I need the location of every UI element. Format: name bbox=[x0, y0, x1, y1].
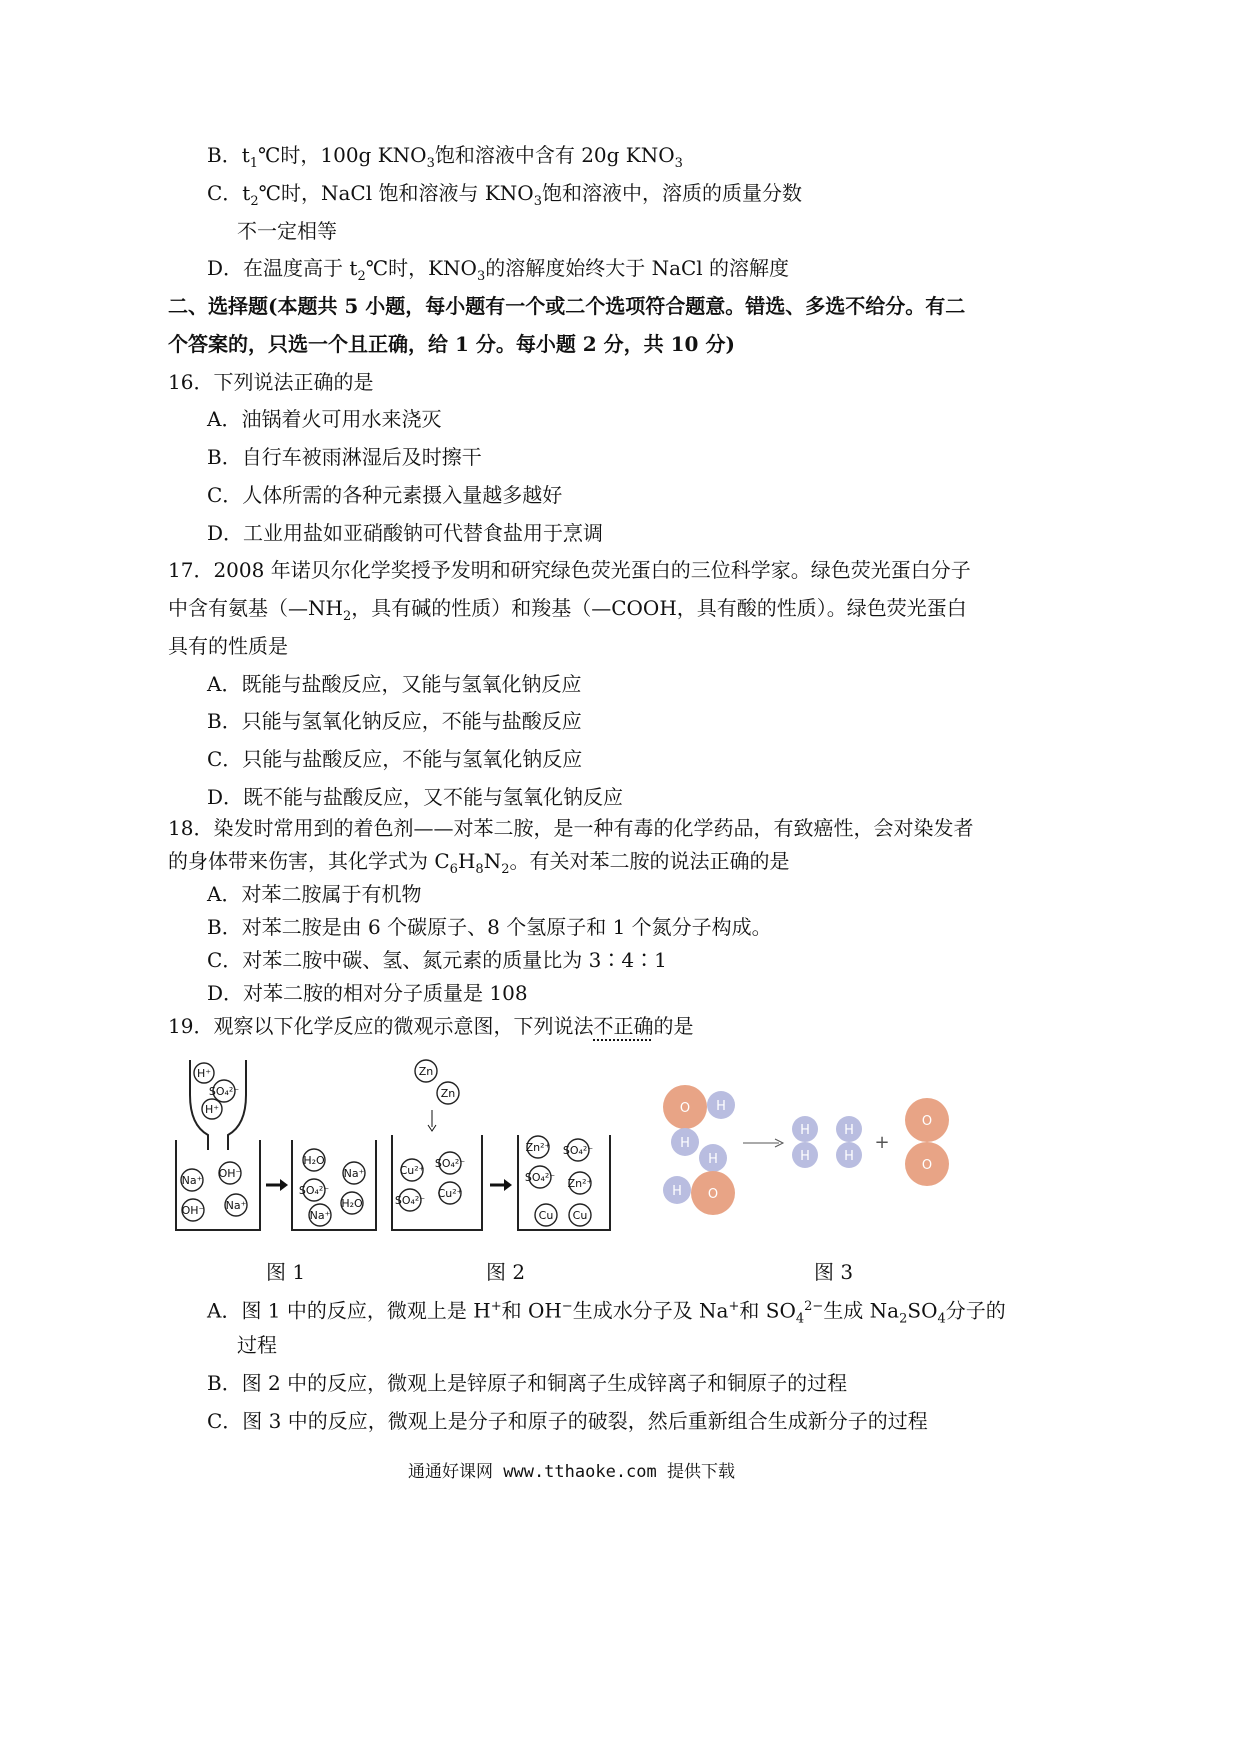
svg-text:+: + bbox=[874, 1132, 890, 1153]
svg-text:H: H bbox=[708, 1152, 718, 1167]
figure-2-diagram bbox=[388, 1055, 618, 1240]
svg-text:H: H bbox=[672, 1184, 682, 1199]
q19-option-c: C．图 3 中的反应，微观上是分子和原子的破裂，然后重新组合生成新分子的过程 bbox=[207, 1409, 928, 1433]
svg-text:O: O bbox=[707, 1187, 719, 1202]
svg-text:Cu: Cu bbox=[538, 1209, 554, 1222]
svg-text:H⁺: H⁺ bbox=[196, 1067, 212, 1080]
svg-text:SO₄²⁻: SO₄²⁻ bbox=[524, 1171, 556, 1184]
q17-stem-2: 中含有氨基（$—NH_2$，具有碱的性质）和羧基（—COOH，具有酸的性质）。绿色荧光蛋白 bbox=[168, 596, 967, 624]
q16-option-d: D．工业用盐如亚硝酸钠可代替食盐用于烹调 bbox=[207, 521, 604, 545]
svg-text:SO₄²⁻: SO₄²⁻ bbox=[208, 1085, 240, 1098]
svg-text:Zn: Zn bbox=[418, 1065, 434, 1078]
q15-option-c: C．$t_2℃$时，NaCl 饱和溶液与 $KNO_3$饱和溶液中，溶质的质量分数 bbox=[207, 181, 802, 209]
svg-text:Zn²⁺: Zn²⁺ bbox=[567, 1177, 593, 1190]
svg-text:Na⁺: Na⁺ bbox=[343, 1167, 365, 1180]
svg-text:Na⁺: Na⁺ bbox=[225, 1199, 247, 1212]
section-heading: 二、选择题(本题共 5 小题，每小题有一个或二个选项符合题意。错选、多选不给分。有二 bbox=[168, 294, 966, 318]
svg-text:H: H bbox=[800, 1149, 810, 1164]
q18-option-a: A．对苯二胺属于有机物 bbox=[207, 882, 422, 906]
svg-text:SO₄²⁻: SO₄²⁻ bbox=[394, 1194, 426, 1207]
q17-option-a: A．既能与盐酸反应，又能与氢氧化钠反应 bbox=[207, 672, 582, 696]
figure-3-caption: 图 3 bbox=[814, 1260, 854, 1284]
q15-option-c-cont: 不一定相等 bbox=[237, 219, 337, 243]
svg-text:Na⁺: Na⁺ bbox=[181, 1174, 203, 1187]
svg-text:Cu²⁺: Cu²⁺ bbox=[399, 1164, 425, 1177]
svg-text:Na⁺: Na⁺ bbox=[309, 1209, 331, 1222]
svg-text:H: H bbox=[680, 1136, 690, 1151]
q17-stem-3: 具有的性质是 bbox=[168, 634, 288, 658]
q19-option-b: B．图 2 中的反应，微观上是锌原子和铜离子生成锌离子和铜原子的过程 bbox=[207, 1371, 848, 1395]
svg-text:H₂O: H₂O bbox=[303, 1154, 325, 1167]
svg-text:SO₄²⁻: SO₄²⁻ bbox=[434, 1157, 466, 1170]
figure-3-diagram bbox=[655, 1080, 965, 1225]
q18-stem-2: 的身体带来伤害，其化学式为 $C_6H_8N_2$。有关对苯二胺的说法正确的是 bbox=[168, 849, 790, 877]
svg-text:H: H bbox=[844, 1149, 854, 1164]
figure-2-caption: 图 2 bbox=[486, 1260, 526, 1284]
figure-1-caption: 图 1 bbox=[266, 1260, 306, 1284]
q18-option-d: D．对苯二胺的相对分子质量是 108 bbox=[207, 981, 528, 1005]
emphasis-not-correct: 不正确 bbox=[593, 1014, 654, 1038]
svg-text:O: O bbox=[921, 1158, 933, 1173]
svg-text:OH⁻: OH⁻ bbox=[218, 1167, 242, 1180]
svg-text:Cu²⁺: Cu²⁺ bbox=[437, 1187, 463, 1200]
figure-1-diagram bbox=[168, 1055, 388, 1240]
q17-option-c: C．只能与盐酸反应，不能与氢氧化钠反应 bbox=[207, 747, 583, 771]
svg-text:OH⁻: OH⁻ bbox=[181, 1204, 205, 1217]
footer-download-note: 通通好课网 www.tthaoke.com 提供下载 bbox=[408, 1462, 735, 1482]
q17-stem-1: 17．2008 年诺贝尔化学奖授予发明和研究绿色荧光蛋白的三位科学家。绿色荧光蛋白分子 bbox=[168, 558, 971, 582]
svg-text:H: H bbox=[716, 1099, 726, 1114]
svg-text:H₂O: H₂O bbox=[341, 1197, 363, 1210]
q19-option-a-cont: 过程 bbox=[237, 1333, 277, 1357]
svg-text:Cu: Cu bbox=[572, 1209, 588, 1222]
q19-option-a: A．图 1 中的反应，微观上是 H+和 OH−生成水分子及 Na+和 $SO_4^{2-}$生成 $Na_2SO_4$分子的 bbox=[207, 1298, 1006, 1327]
q15-option-d: D．在温度高于 $t_2℃$时，$KNO_3$的溶解度始终大于 NaCl 的溶解度 bbox=[207, 256, 790, 284]
q18-option-c: C．对苯二胺中碳、氢、氮元素的质量比为 3∶4∶1 bbox=[207, 948, 667, 972]
q16-option-b: B．自行车被雨淋湿后及时擦干 bbox=[207, 445, 482, 469]
q16-option-c: C．人体所需的各种元素摄入量越多越好 bbox=[207, 483, 563, 507]
svg-text:H: H bbox=[800, 1123, 810, 1138]
q18-option-b: B．对苯二胺是由 6 个碳原子、8 个氢原子和 1 个氮分子构成。 bbox=[207, 915, 772, 939]
svg-text:O: O bbox=[921, 1114, 933, 1129]
svg-text:O: O bbox=[679, 1101, 691, 1116]
section-heading-cont: 个答案的，只选一个且正确，给 1 分。每小题 2 分，共 10 分) bbox=[168, 332, 735, 356]
q17-option-d: D．既不能与盐酸反应，又不能与氢氧化钠反应 bbox=[207, 785, 624, 809]
svg-text:Zn²⁺: Zn²⁺ bbox=[525, 1141, 551, 1154]
svg-text:H: H bbox=[844, 1123, 854, 1138]
svg-text:SO₄²⁻: SO₄²⁻ bbox=[298, 1184, 330, 1197]
q19-stem: 19．观察以下化学反应的微观示意图，下列说法不正确的是 bbox=[168, 1014, 694, 1038]
q16-option-a: A．油锅着火可用水来浇灭 bbox=[207, 407, 442, 431]
q15-option-b: B．$t_1℃$时，100g $KNO_3$饱和溶液中含有 20g $KNO_3$ bbox=[207, 143, 683, 171]
q17-option-b: B．只能与氢氧化钠反应，不能与盐酸反应 bbox=[207, 709, 582, 733]
svg-text:SO₄²⁻: SO₄²⁻ bbox=[562, 1144, 594, 1157]
svg-text:H⁺: H⁺ bbox=[204, 1103, 220, 1116]
svg-text:Zn: Zn bbox=[440, 1087, 456, 1100]
q16-stem: 16．下列说法正确的是 bbox=[168, 370, 374, 394]
q18-stem-1: 18．染发时常用到的着色剂——对苯二胺，是一种有毒的化学药品，有致癌性，会对染发者 bbox=[168, 816, 974, 840]
